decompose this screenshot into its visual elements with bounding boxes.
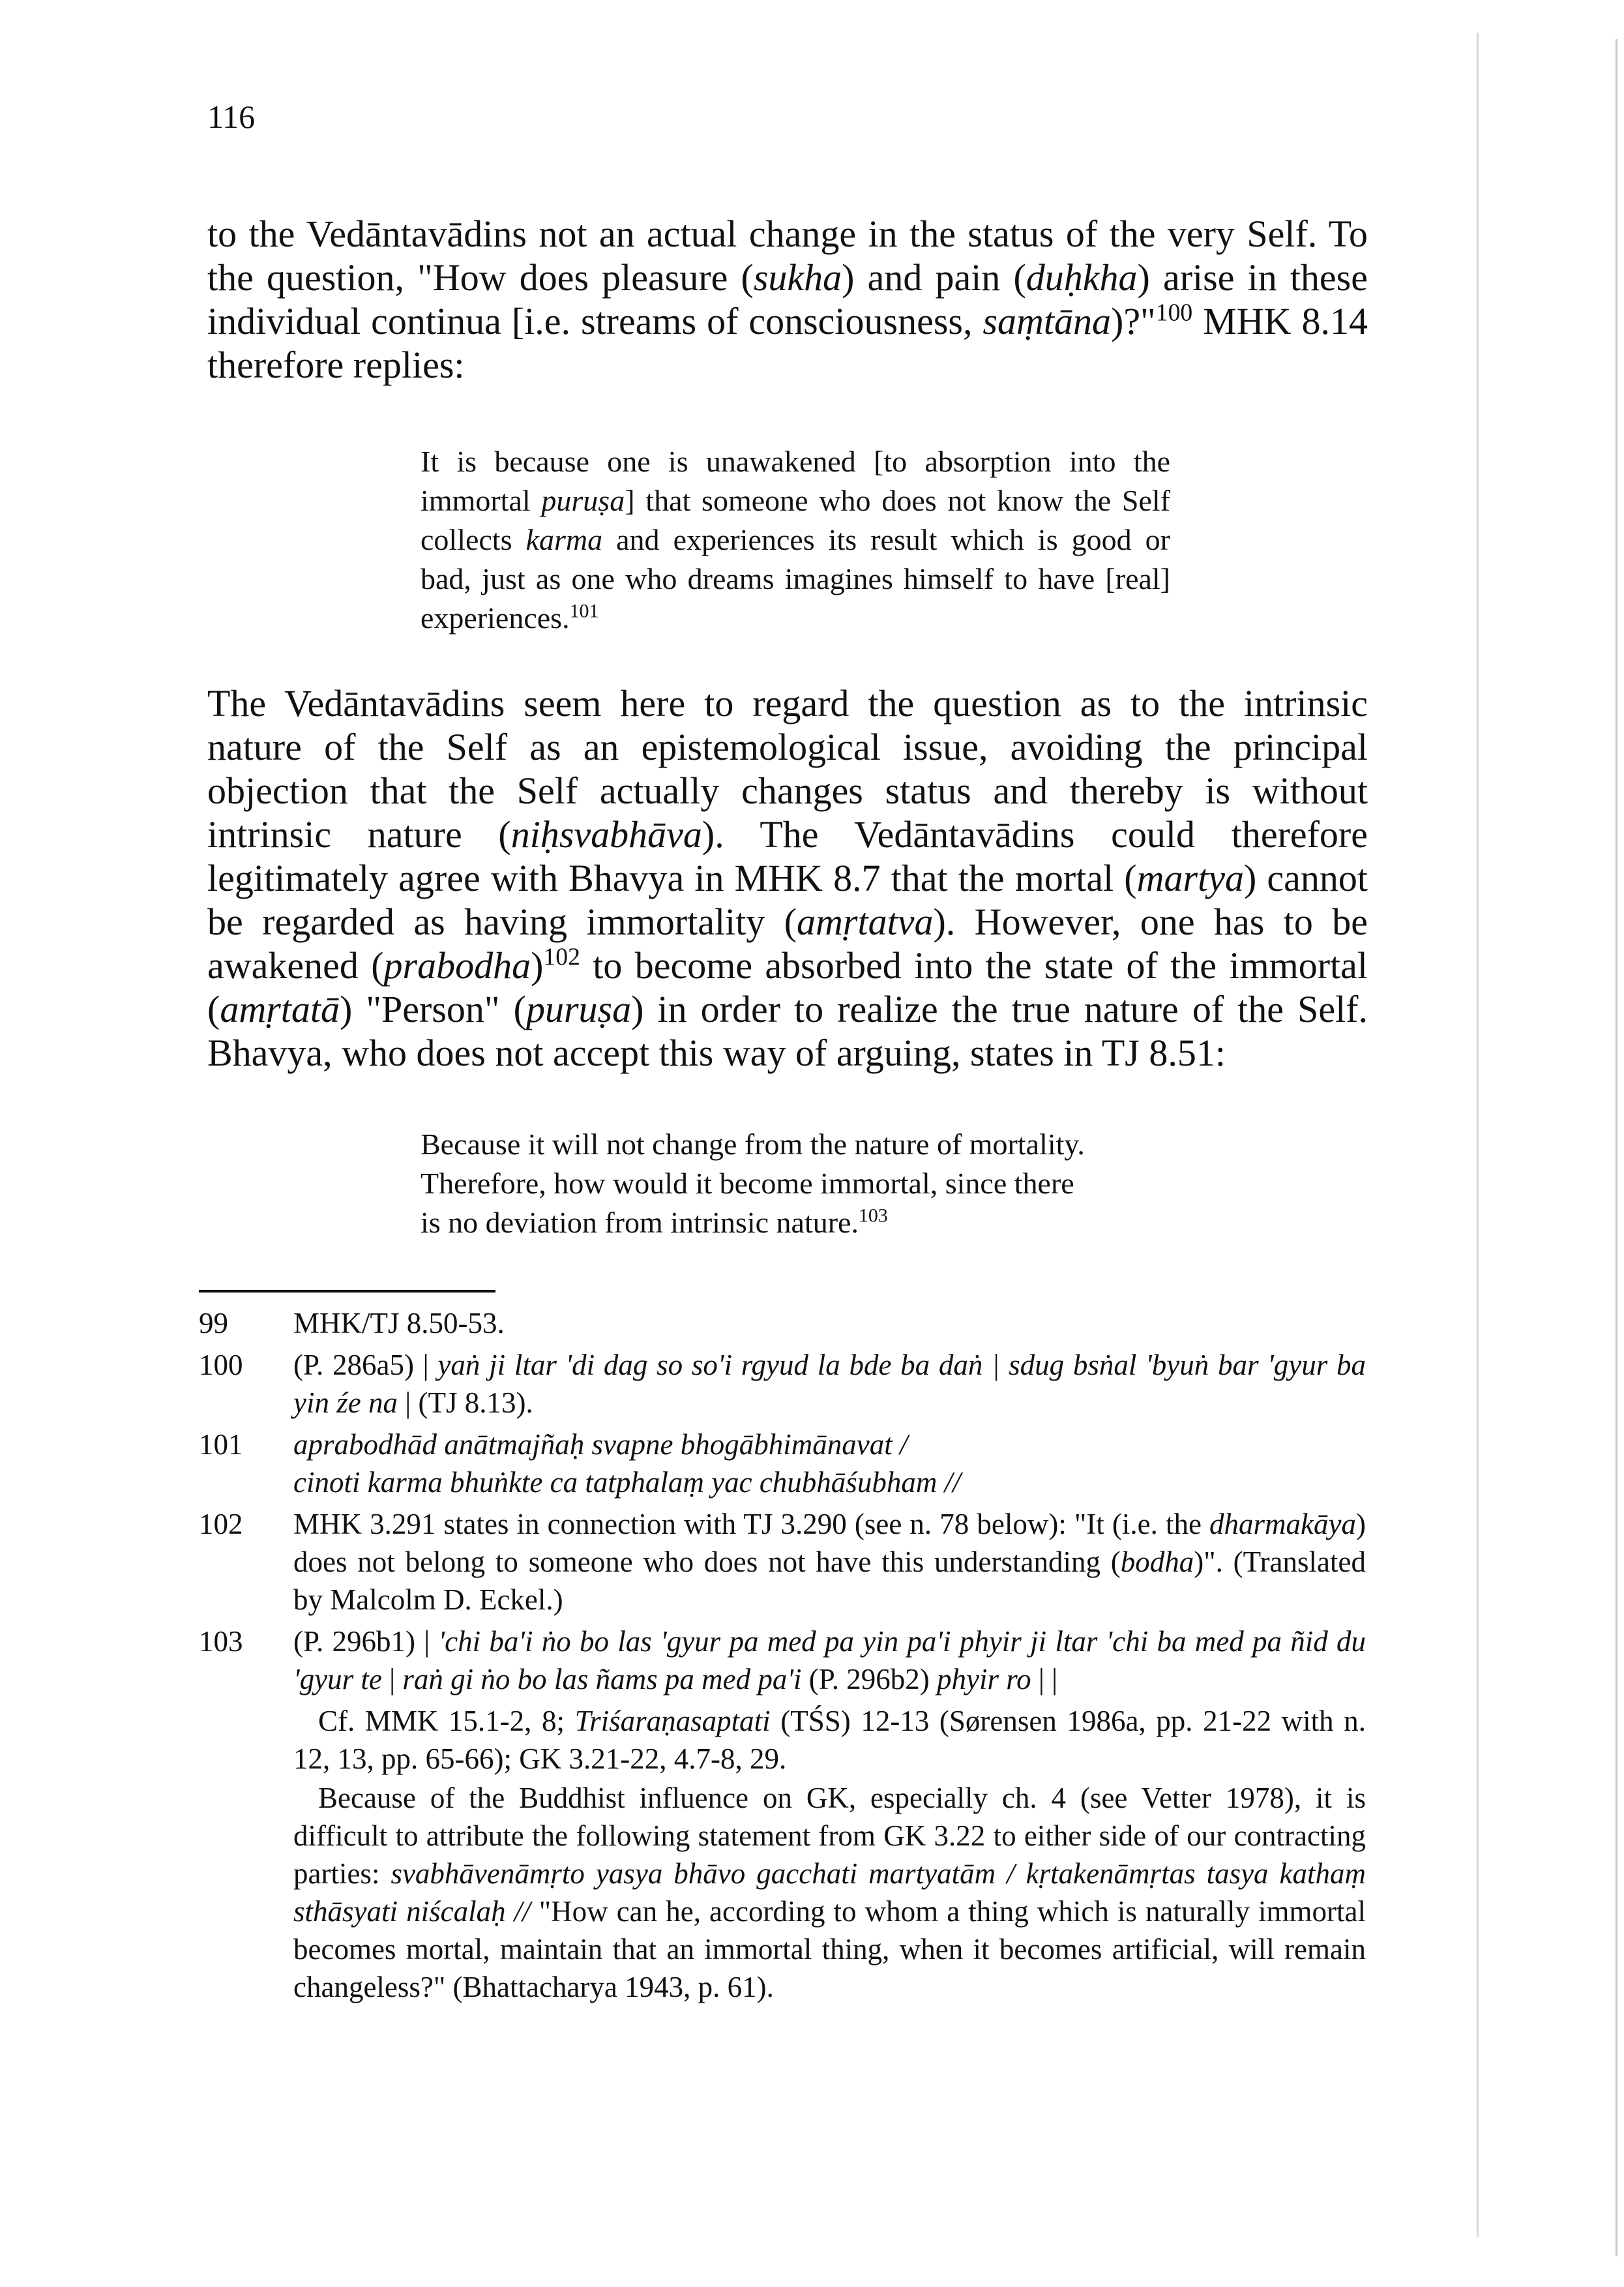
footnote-99: 99 MHK/TJ 8.50-53. bbox=[199, 1304, 1366, 1342]
footnotes bbox=[199, 1304, 1366, 2007]
footnote-ref-102: 102 bbox=[543, 943, 580, 971]
footnote-103-gk: Because of the Buddhist influence on GK, especially ch. 4 (see Vetter 1978), it is difficult to attribute the following statement from GK 3.22 to either side of our contracting parties: svabhāvenāmṛto yasya bhāvo gacchati martyatām / kṛtakenāmṛtas tasya kathaṃ sthāsyati niścalaḥ // "How can he, according to whom a thing which is naturally immortal becomes mortal, maintain that an immortal thing, when it becomes artificial, will remain changeless?" (Bhattacharya 1943, p. 61). bbox=[293, 1782, 1366, 2003]
footnote-number: 99 bbox=[199, 1307, 228, 1339]
footnote-ref-103: 103 bbox=[858, 1204, 888, 1227]
footnote-103-cf: Cf. MMK 15.1-2, 8; Triśaraṇasaptati (TŚS) 12-13 (Sørensen 1986a, pp. 21-22 with n. 12, 13, pp. 65-66); GK 3.21-22, 4.7-8, 29. bbox=[293, 1705, 1366, 1775]
footnote-number: 100 bbox=[199, 1349, 243, 1381]
footnote-101: 101 aprabodhād anātmajñaḥ svapne bhogābhimānavat / cinoti karma bhuṅkte ca tatphalaṃ yac chubhāśubham // bbox=[199, 1426, 1366, 1501]
footnote-number: 102 bbox=[199, 1508, 243, 1540]
block-quote-1: It is because one is unawakened [to absorption into the immortal puruṣa] that someone who does not know the Self collects karma and experiences its result which is good or bad, just as one who dreams imagines himself to have [real] experiences.$^{101}$ bbox=[421, 445, 1171, 635]
footnote-ref-100: 100 bbox=[1155, 299, 1193, 327]
footnote-ref-101: 101 bbox=[569, 600, 599, 622]
paragraph-1: to the Vedāntavādins not an actual change in the status of the very Self. To the question, "How does pleasure (sukha) and pain (duḥkha) arise in these individual continua [i.e. streams of consciousness, saṃtāna)?"$^{100}$ MHK 8.14 therefore replies: bbox=[207, 213, 1368, 386]
scan-edge-line-outer bbox=[1616, 39, 1617, 2256]
footnote-100: 100 (P. 286a5) | yaṅ ji ltar 'di dag so so'i rgyud la bde ba daṅ | sdug bsṅal 'byuṅ bar 'gyur ba yin źe na | (TJ 8.13). bbox=[199, 1346, 1366, 1422]
footnote-number: 101 bbox=[199, 1428, 243, 1461]
scan-edge-line bbox=[1477, 33, 1479, 2237]
footnote-separator bbox=[199, 1290, 495, 1293]
block-quote-2: Because it will not change from the nature of mortality. Therefore, how would it become immortal, since there is no deviation from intrinsic nature.$^{103}$ bbox=[421, 1128, 1085, 1239]
footnote-number: 103 bbox=[199, 1625, 243, 1658]
footnote-102: 102 MHK 3.291 states in connection with TJ 3.290 (see n. 78 below): "It (i.e. the dharmakāya) does not belong to someone who does not have this understanding (bodha)". (Translated by Malcolm D. Eckel.) bbox=[199, 1505, 1366, 1619]
footnote-103: 103 (P. 296b1) | 'chi ba'i ṅo bo las 'gyur pa med pa yin pa'i phyir ji ltar 'chi ba med pa ñid du 'gyur te | raṅ gi ṅo bo las ñams pa med pa'i (P. 296b2) phyir ro | | bbox=[199, 1622, 1366, 1698]
page-number: 116 bbox=[207, 98, 256, 135]
paragraph-2: The Vedāntavādins seem here to regard the question as to the intrinsic nature of the Self as an epistemological issue, avoiding the principal objection that the Self actually changes status and thereby is without intrinsic nature (niḥsvabhāva). The Vedāntavādins could therefore legitimately agree with Bhavya in MHK 8.7 that the mortal (martya) cannot be regarded as having immortality (amṛtatva). However, one has to be awakened (prabodha)$^{102}$ to become absorbed into the state of the immortal (amṛtatā) "Person" (puruṣa) in order to realize the true nature of the Self. Bhavya, who does not accept this way of arguing, states in TJ 8.51: bbox=[207, 682, 1368, 1074]
